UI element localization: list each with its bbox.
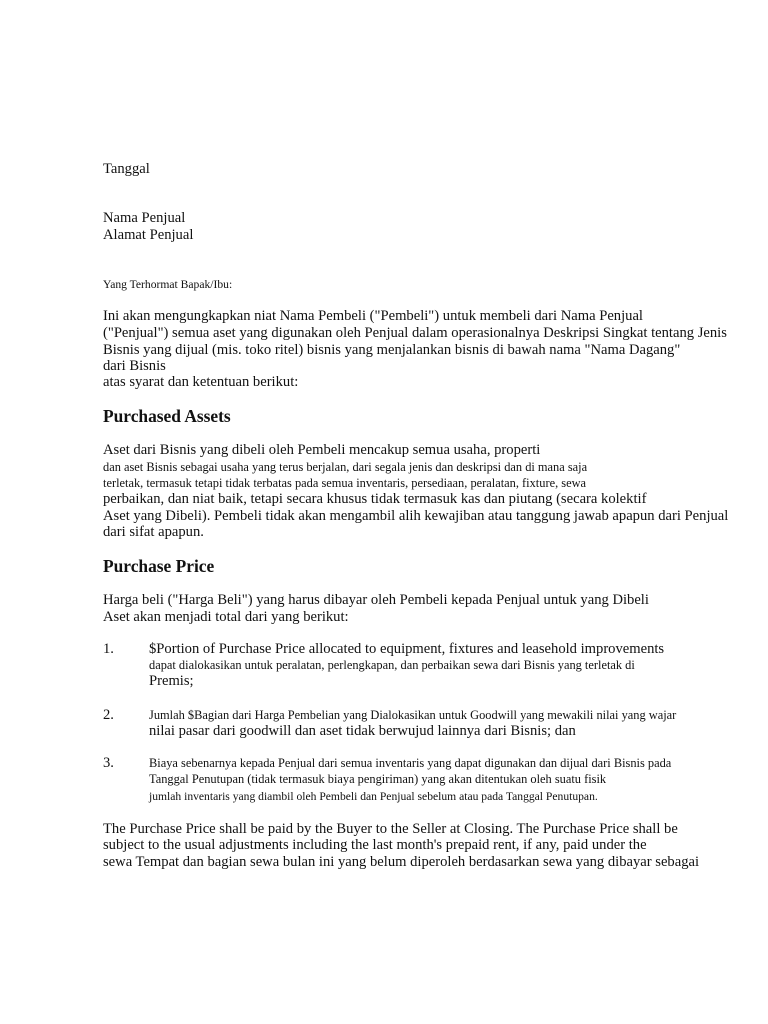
purchase-price-intro-line: Aset akan menjadi total dari yang berikut: [103,609,349,625]
list-item-line: Biaya sebenarnya kepada Penjual dari semua inventaris yang dapat digunakan dan dijual dari Bisnis pada [149,756,672,770]
closing-line: The Purchase Price shall be paid by the Buyer to the Seller at Closing. The Purchase Price shall be [103,821,678,837]
purchased-assets-line: Aset dari Bisnis yang dibeli oleh Pembeli mencakup semua usaha, properti [103,442,541,458]
list-item-line: nilai pasar dari goodwill dan aset tidak berwujud lainnya dari Bisnis; dan [149,723,576,739]
list-item-line: Jumlah $Bagian dari Harga Pembelian yang Dialokasikan untuk Goodwill yang mewakili nilai yang wajar [149,708,677,722]
list-item-number: 3. [103,755,114,771]
salutation: Yang Terhormat Bapak/Ibu: [103,278,233,291]
purchase-price-intro-line: Harga beli ("Harga Beli") yang harus dibayar oleh Pembeli kepada Penjual untuk yang Dibeli [103,592,649,608]
purchased-assets-line: dari sifat apapun. [103,524,204,540]
purchase-price-heading: Purchase Price [103,556,215,576]
list-item-line: Premis; [149,673,194,689]
list-item-line: $Portion of Purchase Price allocated to equipment, fixtures and leasehold improvements [149,641,665,657]
intro-line: Bisnis yang dijual (mis. toko ritel) bisnis yang menjalankan bisnis di bawah nama "Nama Dagang" [103,342,681,358]
list-item-number: 2. [103,707,114,723]
purchased-assets-line: perbaikan, dan niat baik, tetapi secara khusus tidak termasuk kas dan piutang (secara kolektif [103,491,647,507]
purchased-assets-heading: Purchased Assets [103,406,231,426]
purchased-assets-line: Aset yang Dibeli). Pembeli tidak akan mengambil alih kewajiban atau tanggung jawab apapun dari Penjual [103,508,729,524]
list-item-line: dapat dialokasikan untuk peralatan, perlengkapan, dan perbaikan sewa dari Bisnis yang terletak di [149,658,635,672]
intro-line: atas syarat dan ketentuan berikut: [103,374,299,390]
intro-line: ("Penjual") semua aset yang digunakan oleh Penjual dalam operasionalnya Deskripsi Singkat tentang Jenis [103,325,727,341]
intro-line: dari Bisnis [103,358,166,374]
purchased-assets-line: dan aset Bisnis sebagai usaha yang terus berjalan, dari segala jenis dan deskripsi dan di mana saja [103,460,588,474]
closing-line: subject to the usual adjustments including the last month's prepaid rent, if any, paid under the [103,837,647,853]
closing-line: sewa Tempat dan bagian sewa bulan ini yang belum diperoleh berdasarkan sewa yang dibayar sebagai [103,854,700,870]
list-item-line: Tanggal Penutupan (tidak termasuk biaya pengiriman) yang akan ditentukan oleh suatu fisik [149,772,607,786]
seller-address: Alamat Penjual [103,227,194,243]
list-item-number: 1. [103,641,114,657]
list-item-line: jumlah inventaris yang diambil oleh Pembeli dan Penjual sebelum atau pada Tanggal Penutupan. [149,790,598,803]
seller-name: Nama Penjual [103,210,186,226]
intro-line: Ini akan mengungkapkan niat Nama Pembeli ("Pembeli") untuk membeli dari Nama Penjual [103,308,643,324]
purchased-assets-line: terletak, termasuk tetapi tidak terbatas pada semua inventaris, persediaan, peralatan, fixture, sewa [103,476,587,490]
date-label: Tanggal [103,161,150,177]
